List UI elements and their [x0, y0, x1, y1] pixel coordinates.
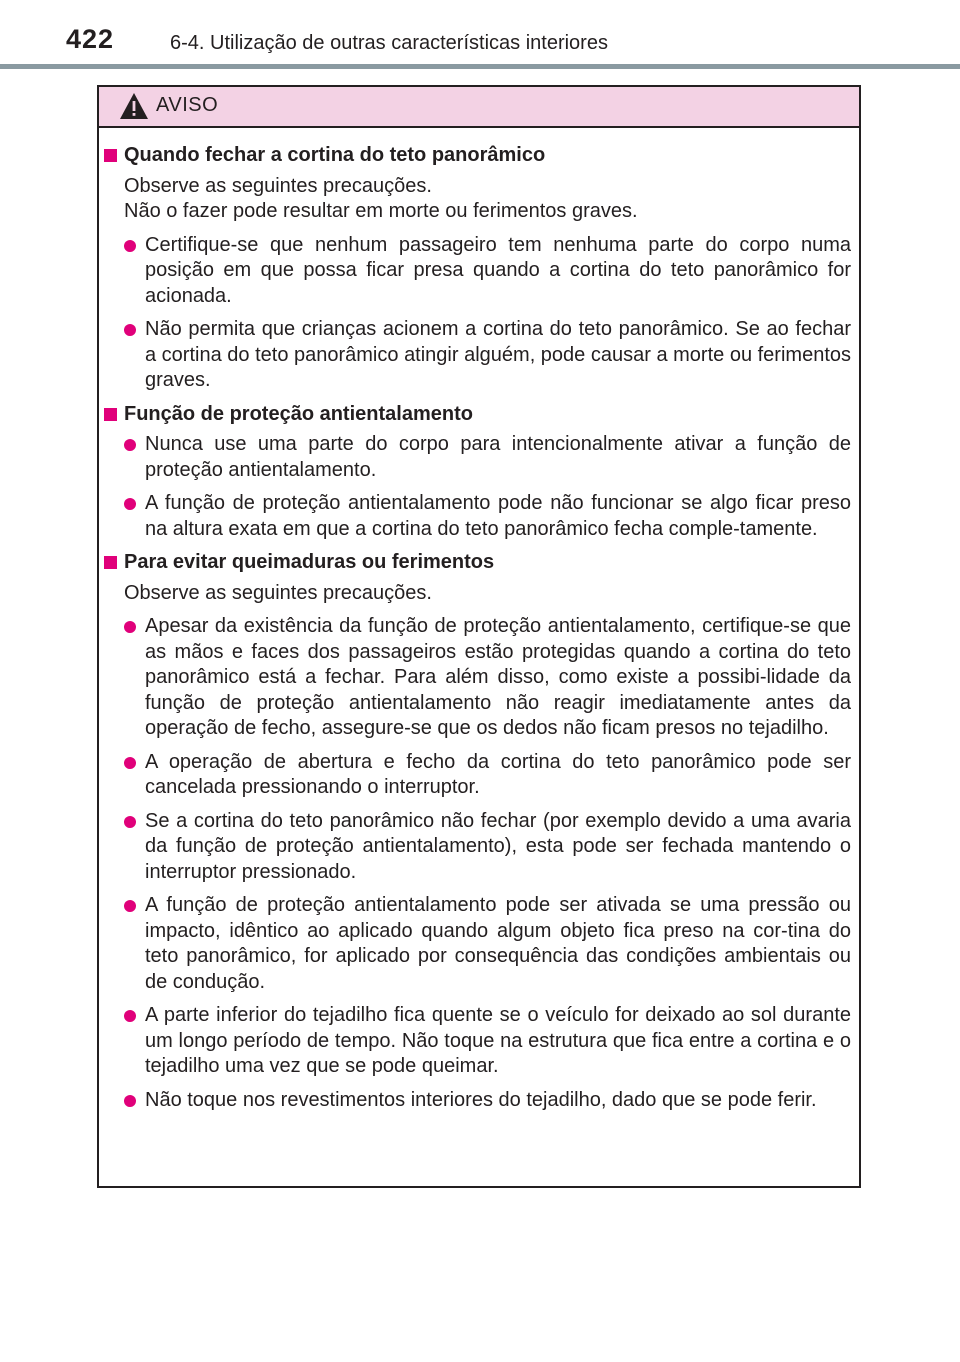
list-item: Não toque nos revestimentos interiores do tejadilho, dado que se pode ferir.	[99, 1088, 851, 1114]
dot-bullet-icon	[124, 757, 136, 769]
dot-bullet-icon	[124, 1010, 136, 1022]
warning-section	[99, 550, 851, 1113]
header-rule	[0, 64, 960, 69]
dot-bullet-icon	[124, 498, 136, 510]
dot-bullet-icon	[124, 439, 136, 451]
section-title: 6-4. Utilização de outras características interiores	[170, 32, 608, 54]
section-heading: Para evitar queimaduras ou ferimentos	[99, 550, 851, 576]
warning-section	[99, 402, 851, 543]
list-item: A função de proteção antientalamento pode não funcionar se algo ficar preso na altura exata em que a cortina do teto panorâmico fecha comple-tamente.	[99, 491, 851, 542]
warning-section	[99, 143, 851, 394]
dot-bullet-icon	[124, 816, 136, 828]
list-item: A função de proteção antientalamento pode ser ativada se uma pressão ou impacto, idêntico ao aplicado quando algum objeto fica preso na cor-tina do teto panorâmico, for aplicado por consequência das condições ambientais ou de condução.	[99, 893, 851, 995]
warning-header	[99, 87, 859, 128]
list-item: A parte inferior do tejadilho fica quente se o veículo for deixado ao sol durante um longo período de tempo. Não toque na estrutura que fica entre a cortina e o tejadilho uma vez que se pode queimar.	[99, 1003, 851, 1080]
list-item: Certifique-se que nenhum passageiro tem nenhuma parte do corpo numa posição em que possa ficar presa quando a cortina do teto panorâmico for acionada.	[99, 233, 851, 310]
warning-label: AVISO	[156, 94, 219, 116]
list-item: Apesar da existência da função de proteção antientalamento, certifique-se que as mãos e faces dos passageiros estão protegidas quando a cortina do teto panorâmico está a fechar. Para além disso, como existe a possibi-lidade da função de proteção antientalamento não reagir imediatamente antes da operação de fecho, assegure-se que os dedos não ficam presos no tejadilho.	[99, 614, 851, 742]
list-item: Se a cortina do teto panorâmico não fechar (por exemplo devido a uma avaria da função de proteção antientalamento), esta pode ser fechada mantendo o interruptor pressionado.	[99, 809, 851, 886]
intro-text: Observe as seguintes precauções.	[124, 581, 432, 604]
warning-box	[97, 85, 861, 1188]
section-heading: Quando fechar a cortina do teto panorâmico	[99, 143, 851, 169]
dot-bullet-icon	[124, 324, 136, 336]
section-heading: Função de proteção antientalamento	[99, 402, 851, 428]
dot-bullet-icon	[124, 1095, 136, 1107]
page-header	[0, 0, 960, 70]
dot-bullet-icon	[124, 900, 136, 912]
square-bullet-icon	[104, 408, 117, 421]
dot-bullet-icon	[124, 240, 136, 252]
square-bullet-icon	[104, 149, 117, 162]
square-bullet-icon	[104, 556, 117, 569]
list-item: A operação de abertura e fecho da cortina do teto panorâmico pode ser cancelada pressionando o interruptor.	[99, 750, 851, 801]
dot-bullet-icon	[124, 621, 136, 633]
warning-triangle-icon	[119, 92, 149, 120]
page-number: 422	[66, 24, 115, 54]
list-item: Nunca use uma parte do corpo para intencionalmente ativar a função de proteção antientalamento.	[99, 432, 851, 483]
warning-body	[99, 128, 859, 1113]
list-item: Não permita que crianças acionem a cortina do teto panorâmico. Se ao fechar a cortina do teto panorâmico atingir alguém, pode causar a morte ou ferimentos graves.	[99, 317, 851, 394]
intro-text: Observe as seguintes precauções. Não o fazer pode resultar em morte ou ferimentos graves.	[124, 174, 638, 222]
